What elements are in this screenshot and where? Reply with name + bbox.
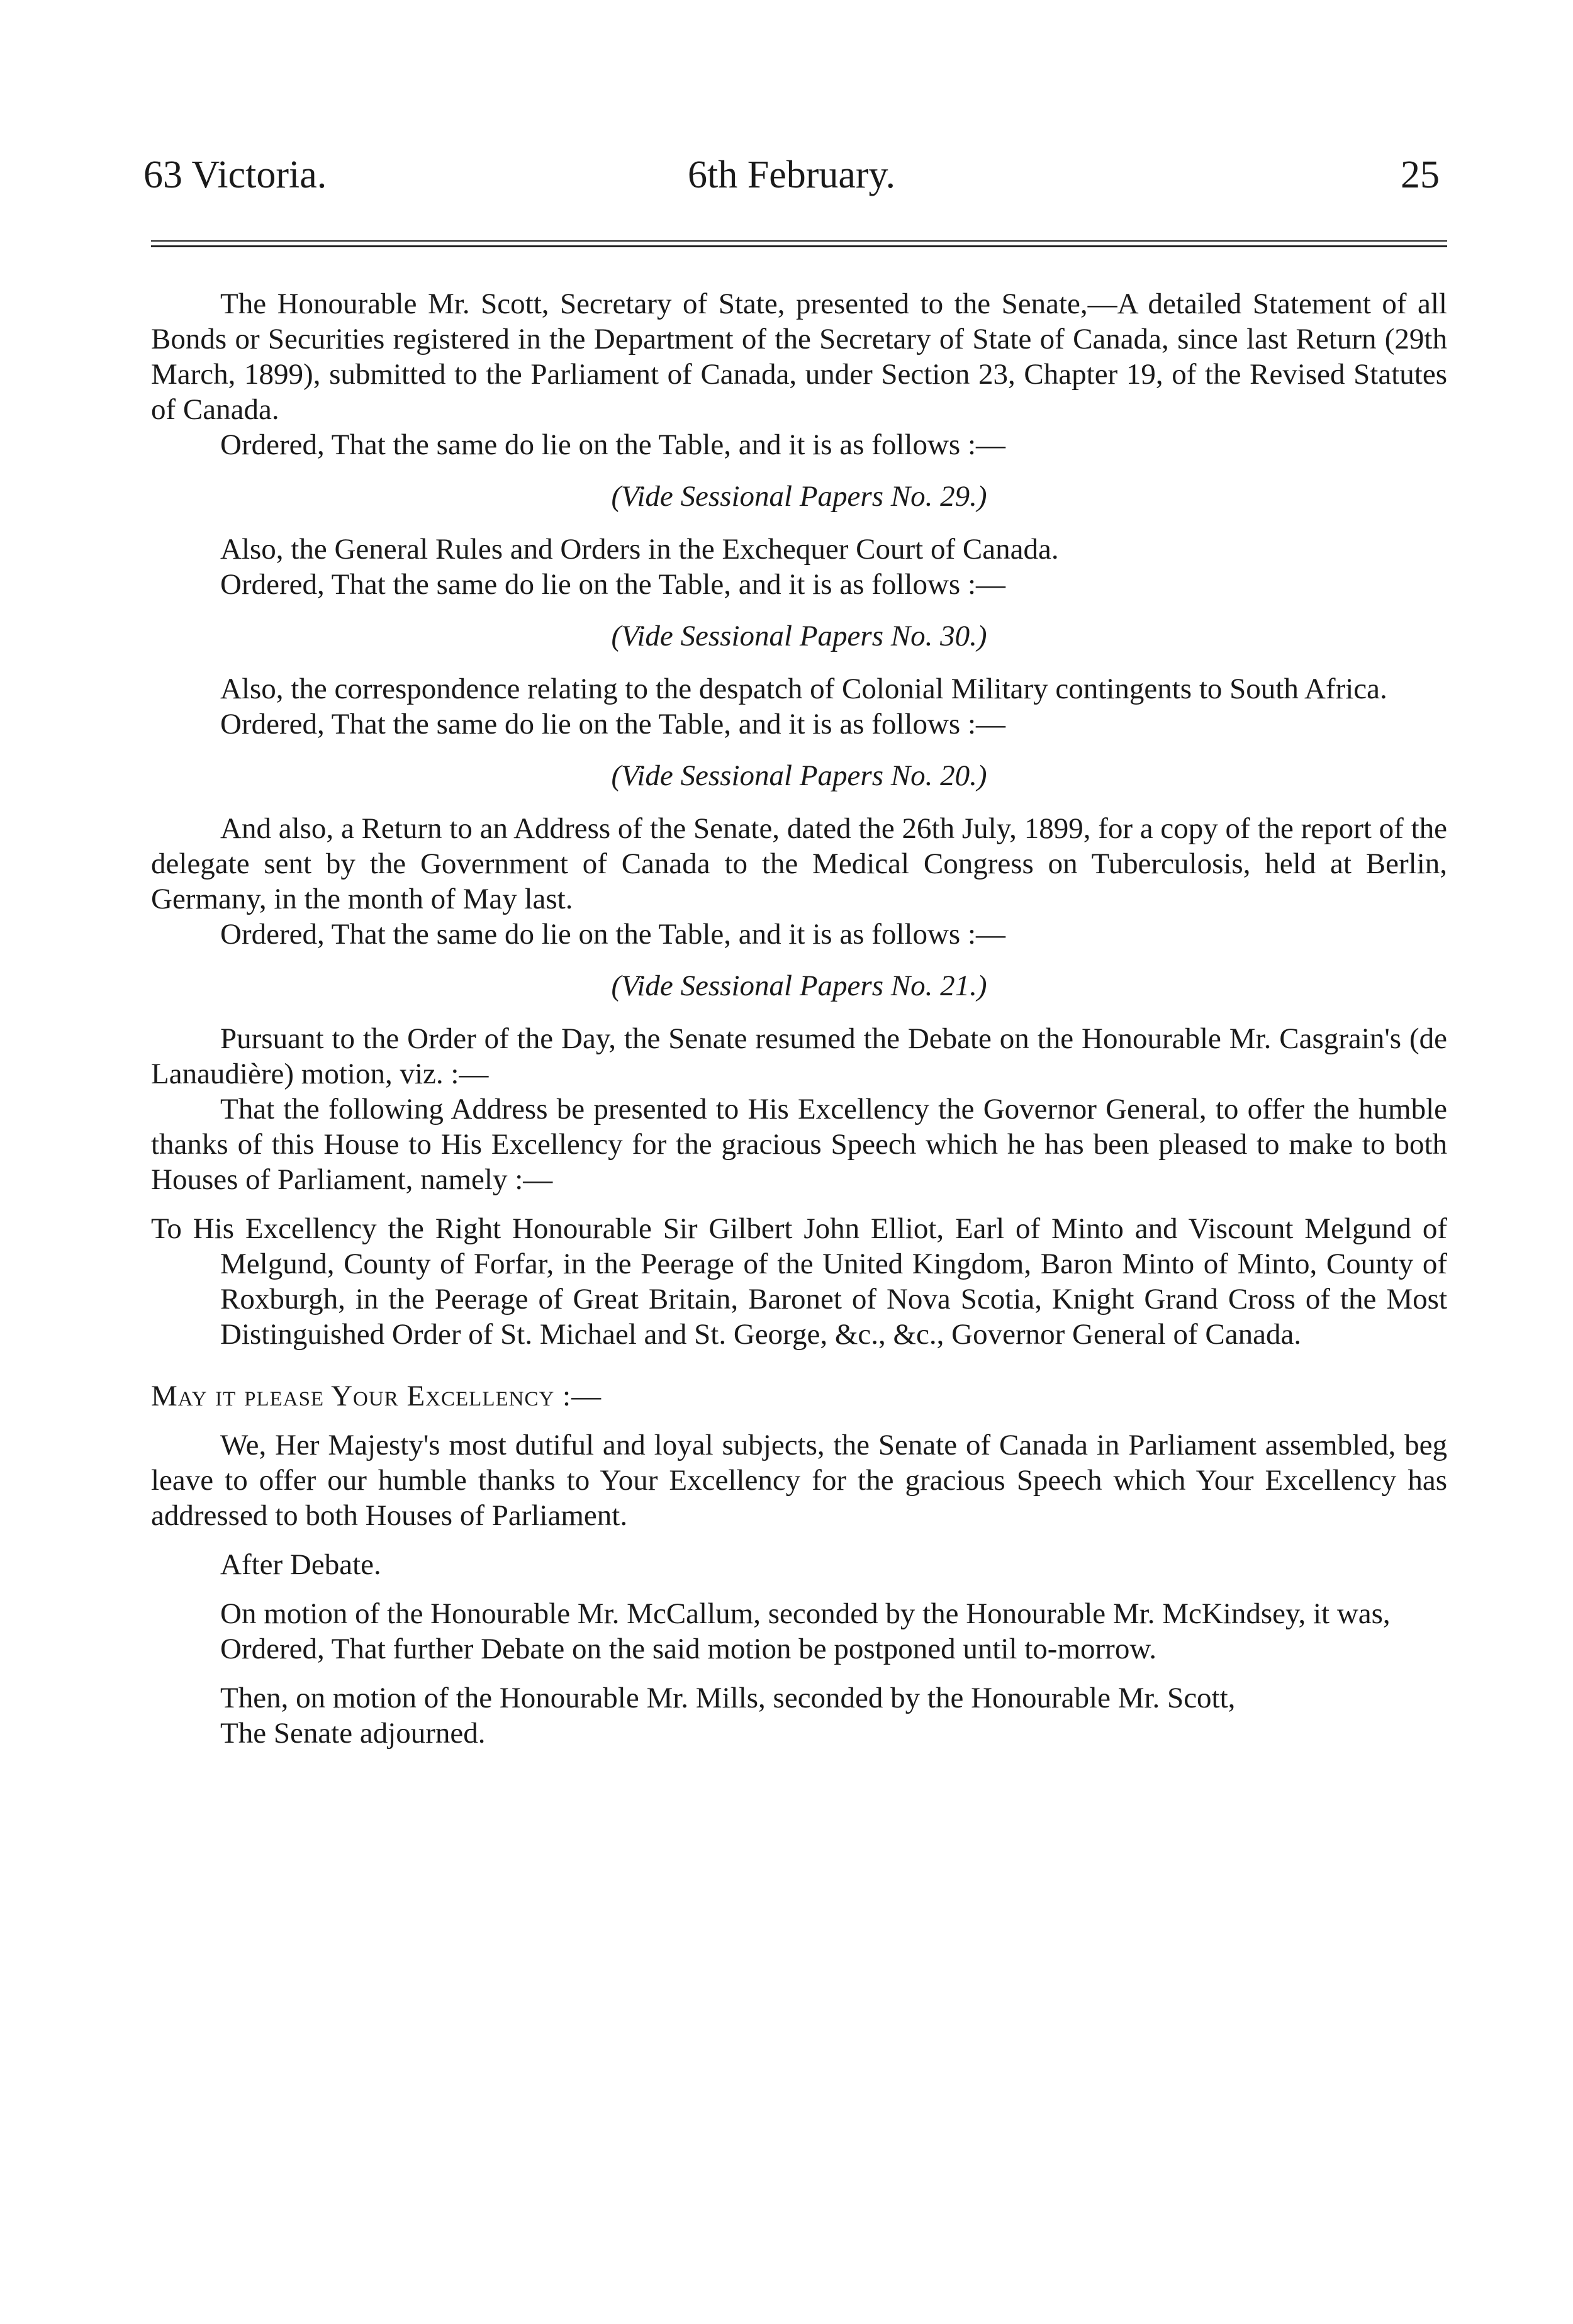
address-recipient: To His Excellency the Right Honourable Sir Gilbert John Elliot, Earl of Minto and Viscount Melgund of Melgund, County of Forfar, in the Peerage of the United Kingdom, Baron Minto of Minto, County of Roxburgh, in the Peerage of Great Britain, Baronet of Nova Scotia, Knight Grand Cross of the Most Distinguished Order of St. Michael and St. George, &c., &c., Governor General of Canada. — [151, 1212, 1447, 1351]
page-body — [151, 286, 1447, 1751]
senate-adjourned: The Senate adjourned. — [220, 1717, 486, 1750]
order-postpone-debate: Ordered, That further Debate on the said motion be postponed until to-morrow. — [220, 1633, 1156, 1665]
header-date: 6th February. — [687, 154, 895, 196]
paragraph-mills-motion: Then, on motion of the Honourable Mr. Mills, seconded by the Honourable Mr. Scott, — [220, 1682, 1236, 1714]
after-debate: After Debate. — [220, 1548, 381, 1581]
paragraph-tuberculosis-return: And also, a Return to an Address of the Senate, dated the 26th July, 1899, for a copy of the report of the delegate sent by the Government of Canada to the Medical Congress on Tuberculosis, held at Berlin, Germany, in the month of May last. — [151, 812, 1447, 915]
address-salutation: May it please Your Excellency :— — [151, 1380, 602, 1412]
vide-reference-4: (Vide Sessional Papers No. 21.) — [611, 969, 987, 1002]
paragraph-order-of-day: Pursuant to the Order of the Day, the Senate resumed the Debate on the Honourable Mr. Casgrain's (de Lanaudière) motion, viz. :— — [151, 1022, 1447, 1090]
page-header — [143, 154, 1440, 201]
page-number: 25 — [1401, 154, 1440, 196]
address-body: We, Her Majesty's most dutiful and loyal subjects, the Senate of Canada in Parliament assembled, beg leave to offer our humble thanks to Your Excellency for the gracious Speech which Your Excellency has addressed to both Houses of Parliament. — [151, 1429, 1447, 1532]
paragraph-statement-bonds: The Honourable Mr. Scott, Secretary of State, presented to the Senate,—A detailed Statement of all Bonds or Securities registered in the Department of the Secretary of State of Canada, since last Return (29th March, 1899), submitted to the Parliament of Canada, under Section 23, Chapter 19, of the Revised Statutes of Canada. — [151, 288, 1447, 426]
paragraph-mccallum-motion: On motion of the Honourable Mr. McCallum, seconded by the Honourable Mr. McKindsey, it was, — [220, 1597, 1391, 1630]
vide-reference-2: (Vide Sessional Papers No. 30.) — [611, 620, 987, 652]
order-table-4: Ordered, That the same do lie on the Table, and it is as follows :— — [220, 918, 1006, 951]
vide-reference-1: (Vide Sessional Papers No. 29.) — [611, 480, 987, 513]
header-double-rule — [151, 240, 1447, 247]
order-table-2: Ordered, That the same do lie on the Table, and it is as follows :— — [220, 568, 1006, 601]
paragraph-south-africa: Also, the correspondence relating to the despatch of Colonial Military contingents to South Africa. — [220, 673, 1387, 705]
order-table-1: Ordered, That the same do lie on the Table, and it is as follows :— — [220, 428, 1006, 461]
paragraph-exchequer-rules: Also, the General Rules and Orders in the Exchequer Court of Canada. — [220, 533, 1059, 566]
order-table-3: Ordered, That the same do lie on the Table, and it is as follows :— — [220, 708, 1006, 740]
header-session: 63 Victoria. — [143, 154, 327, 196]
paragraph-address-motion: That the following Address be presented to His Excellency the Governor General, to offer the humble thanks of this House to His Excellency for the gracious Speech which he has been pleased to make to both Houses of Parliament, namely :— — [151, 1093, 1447, 1196]
vide-reference-3: (Vide Sessional Papers No. 20.) — [611, 759, 987, 792]
